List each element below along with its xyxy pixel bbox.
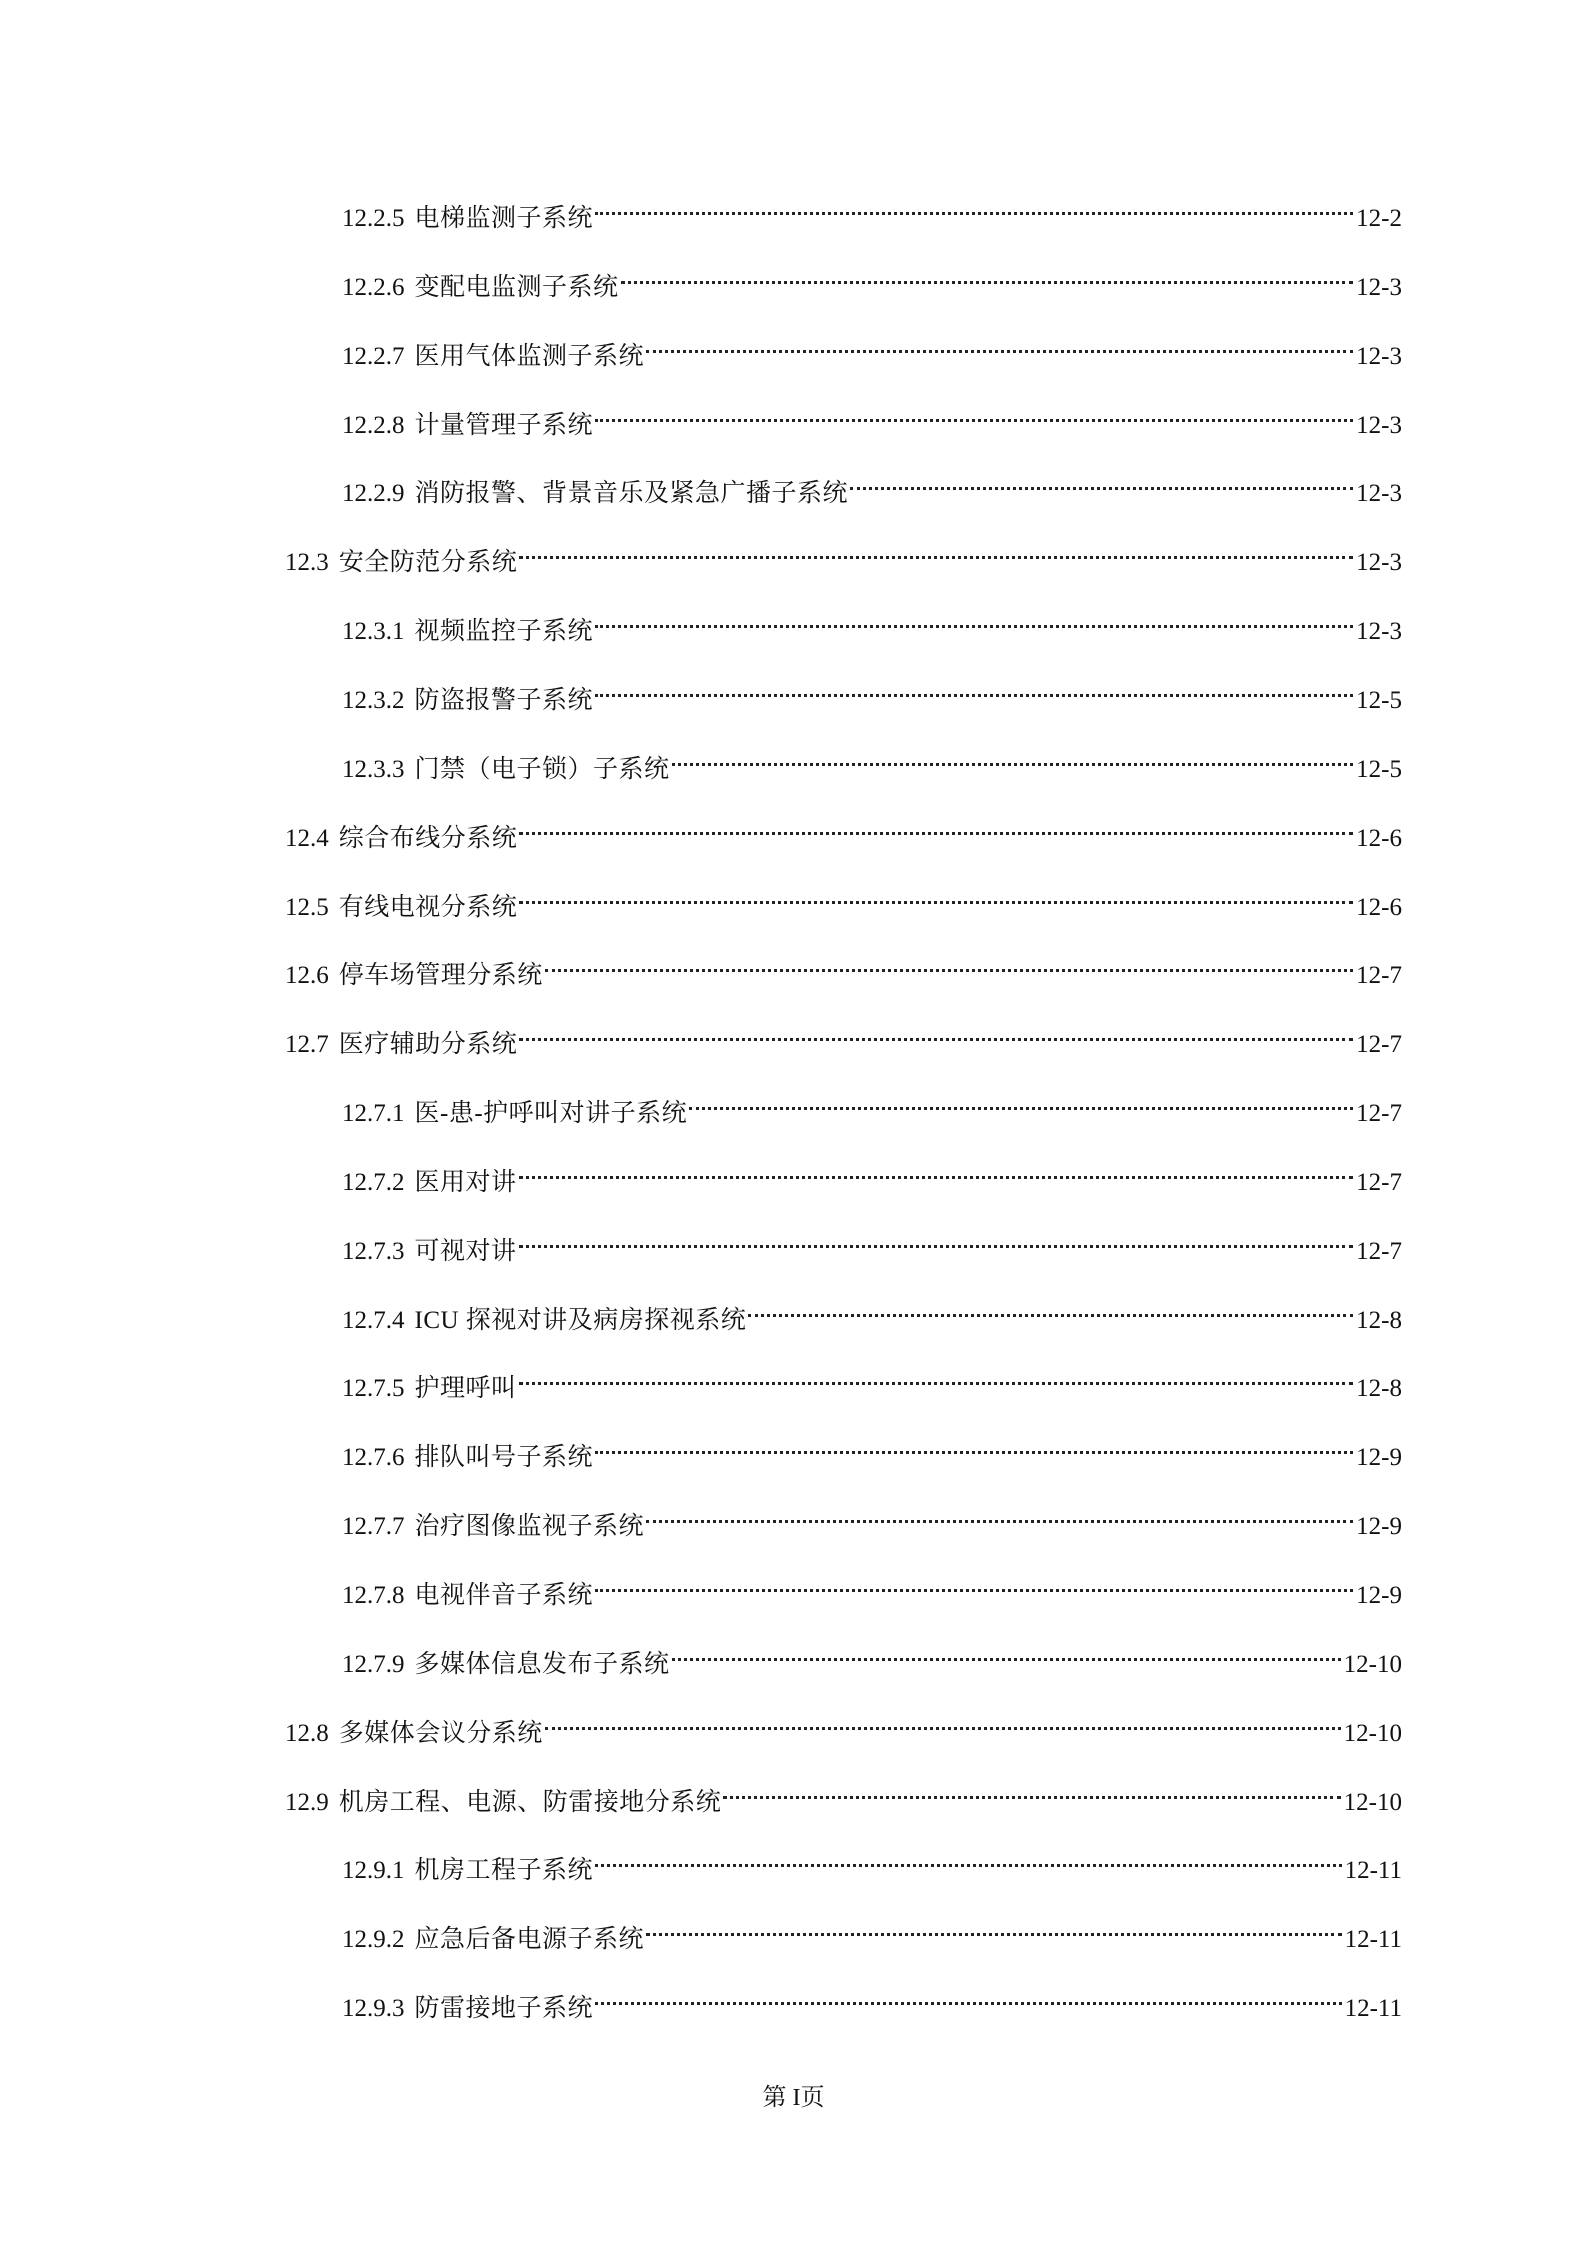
toc-entry-number: 12.7.6 bbox=[342, 1444, 405, 1472]
toc-dot-leader bbox=[519, 875, 1353, 915]
toc-entry-page: 12-6 bbox=[1356, 893, 1402, 921]
toc-entry[interactable] bbox=[342, 1150, 1402, 1196]
toc-entry-number: 12.2.9 bbox=[342, 480, 405, 508]
toc-entry[interactable] bbox=[285, 530, 1402, 577]
toc-entry-number: 12.3.3 bbox=[342, 755, 405, 783]
toc-dot-leader bbox=[595, 1838, 1342, 1878]
toc-entry-number: 12.9 bbox=[285, 1788, 329, 1816]
toc-dot-leader bbox=[646, 324, 1353, 364]
toc-entry-page: 12-3 bbox=[1356, 549, 1402, 577]
toc-entry[interactable] bbox=[342, 1219, 1402, 1265]
toc-dot-leader bbox=[646, 1494, 1353, 1534]
toc-entry-title: 消防报警、背景音乐及紧急广播子系统 bbox=[414, 480, 849, 508]
toc-dot-leader bbox=[646, 1907, 1342, 1947]
toc-entry-number: 12.4 bbox=[285, 824, 329, 852]
toc-entry[interactable] bbox=[285, 943, 1402, 990]
toc-entry-title: 护理呼叫 bbox=[414, 1375, 517, 1403]
toc-dot-leader bbox=[545, 1701, 1341, 1741]
toc-entry-page: 12-5 bbox=[1356, 755, 1402, 783]
toc-entry[interactable] bbox=[342, 1288, 1402, 1334]
toc-entry-title: ICU 探视对讲及病房探视系统 bbox=[414, 1306, 747, 1334]
toc-entry-title: 排队叫号子系统 bbox=[414, 1444, 594, 1472]
toc-entry-title: 医-患-护呼叫对讲子系统 bbox=[414, 1100, 688, 1128]
toc-entry[interactable] bbox=[342, 1494, 1402, 1541]
toc-entry-title: 医用对讲 bbox=[414, 1168, 517, 1196]
toc-entry[interactable] bbox=[285, 806, 1402, 852]
toc-entry[interactable] bbox=[342, 1081, 1402, 1128]
toc-entry-page: 12-7 bbox=[1356, 1168, 1402, 1196]
toc-dot-leader bbox=[519, 1012, 1353, 1052]
toc-entry-title: 电梯监测子系统 bbox=[414, 205, 594, 232]
toc-entry-title: 医用气体监测子系统 bbox=[414, 342, 645, 370]
toc-entry-page: 12-11 bbox=[1344, 1857, 1402, 1885]
toc-dot-leader bbox=[519, 1356, 1354, 1396]
toc-entry-title: 机房工程子系统 bbox=[414, 1857, 594, 1885]
toc-entry-number: 12.8 bbox=[285, 1719, 329, 1747]
toc-entry[interactable] bbox=[285, 875, 1402, 921]
toc-entry[interactable] bbox=[342, 668, 1402, 714]
toc-dot-leader bbox=[595, 599, 1353, 639]
toc-entry-page: 12-7 bbox=[1356, 962, 1402, 990]
toc-entry-page: 12-3 bbox=[1356, 273, 1402, 301]
toc-entry-number: 12.2.7 bbox=[342, 342, 405, 370]
toc-entry-page: 12-9 bbox=[1356, 1513, 1402, 1541]
toc-entry-number: 12.5 bbox=[285, 893, 329, 921]
toc-entry-page: 12-10 bbox=[1343, 1650, 1402, 1678]
toc-entry-number: 12.7.8 bbox=[342, 1582, 405, 1609]
toc-entry-number: 12.7.2 bbox=[342, 1168, 405, 1196]
toc-entry[interactable] bbox=[342, 393, 1402, 439]
toc-dot-leader bbox=[621, 255, 1354, 295]
toc-dot-leader bbox=[723, 1770, 1340, 1810]
toc-dot-leader bbox=[595, 393, 1353, 433]
toc-dot-leader bbox=[519, 806, 1353, 846]
toc-entry-title: 计量管理子系统 bbox=[414, 411, 594, 439]
toc-entry-page: 12-5 bbox=[1356, 686, 1402, 714]
toc-entry-page: 12-7 bbox=[1356, 1237, 1402, 1265]
toc-dot-leader bbox=[748, 1288, 1353, 1328]
toc-dot-leader bbox=[519, 1219, 1354, 1259]
toc-dot-leader bbox=[519, 1150, 1354, 1190]
toc-dot-leader bbox=[672, 1632, 1341, 1672]
toc-entry-title: 门禁（电子锁）子系统 bbox=[414, 755, 670, 783]
toc-entry-number: 12.2.8 bbox=[342, 411, 405, 439]
toc-entry-title: 多媒体会议分系统 bbox=[338, 1719, 543, 1747]
toc-dot-leader bbox=[595, 1563, 1353, 1603]
toc-entry-title: 医疗辅助分系统 bbox=[338, 1031, 518, 1059]
toc-entry-title: 电视伴音子系统 bbox=[414, 1582, 594, 1609]
toc-entry-page: 12-11 bbox=[1344, 1995, 1402, 2023]
toc-entry-title: 可视对讲 bbox=[414, 1237, 517, 1265]
toc-entry[interactable] bbox=[342, 1356, 1402, 1403]
toc-entry-page: 12-6 bbox=[1356, 824, 1402, 852]
toc-entry-page: 12-9 bbox=[1356, 1444, 1402, 1472]
toc-entry-page: 12-3 bbox=[1356, 411, 1402, 439]
toc-entry[interactable] bbox=[342, 1907, 1402, 1954]
toc-dot-leader bbox=[672, 737, 1354, 777]
toc-entry[interactable] bbox=[342, 186, 1402, 232]
toc-entry-title: 防雷接地子系统 bbox=[414, 1995, 594, 2023]
toc-entry[interactable] bbox=[342, 1976, 1402, 2023]
toc-entry-title: 应急后备电源子系统 bbox=[414, 1926, 645, 1954]
toc-entry[interactable] bbox=[342, 737, 1402, 783]
page-footer bbox=[0, 2077, 1587, 2112]
toc-entry-title: 安全防范分系统 bbox=[338, 549, 518, 577]
toc-dot-leader bbox=[595, 1976, 1342, 2016]
toc-entry-title: 综合布线分系统 bbox=[338, 824, 518, 852]
toc-entry-number: 12.9.2 bbox=[342, 1926, 405, 1954]
toc-entry-page: 12-2 bbox=[1356, 205, 1402, 232]
toc-entry-page: 12-7 bbox=[1356, 1031, 1402, 1059]
toc-entry-title: 治疗图像监视子系统 bbox=[414, 1513, 645, 1541]
toc-entry-page: 12-7 bbox=[1356, 1100, 1402, 1128]
toc-entry[interactable] bbox=[342, 461, 1402, 508]
toc-entry-page: 12-11 bbox=[1344, 1926, 1402, 1954]
toc-entry[interactable] bbox=[342, 255, 1402, 301]
toc-entry[interactable] bbox=[342, 1632, 1402, 1678]
toc-entry-number: 12.9.1 bbox=[342, 1857, 405, 1885]
toc-entry-number: 12.9.3 bbox=[342, 1995, 405, 2023]
toc-entry-title: 防盗报警子系统 bbox=[414, 686, 594, 714]
toc-entry-title: 变配电监测子系统 bbox=[414, 273, 619, 301]
toc-entry-page: 12-8 bbox=[1356, 1306, 1402, 1334]
toc-entry-number: 12.3.1 bbox=[342, 618, 405, 646]
toc-entry[interactable] bbox=[342, 1425, 1402, 1472]
toc-entry-title: 机房工程、电源、防雷接地分系统 bbox=[338, 1788, 722, 1816]
toc-dot-leader bbox=[545, 943, 1353, 983]
toc-entry[interactable] bbox=[342, 324, 1402, 370]
toc-entry[interactable] bbox=[342, 599, 1402, 646]
toc-entry-number: 12.7.1 bbox=[342, 1100, 405, 1128]
toc-entry-page: 12-3 bbox=[1356, 342, 1402, 370]
toc-entry-page: 12-3 bbox=[1356, 480, 1402, 508]
toc-entry-number: 12.7.3 bbox=[342, 1237, 405, 1265]
toc-entry-number: 12.3 bbox=[285, 549, 329, 577]
toc-entry-title: 停车场管理分系统 bbox=[338, 962, 543, 990]
toc-entry[interactable] bbox=[285, 1770, 1402, 1816]
toc-entry-number: 12.7 bbox=[285, 1031, 329, 1059]
toc-entry-title: 视频监控子系统 bbox=[414, 618, 594, 646]
toc-entry-number: 12.3.2 bbox=[342, 686, 405, 714]
toc-dot-leader bbox=[595, 668, 1353, 708]
toc-entry-number: 12.7.7 bbox=[342, 1513, 405, 1541]
toc-entry-page: 12-8 bbox=[1356, 1375, 1402, 1403]
toc-entry-page: 12-10 bbox=[1343, 1788, 1402, 1816]
toc-entry-number: 12.2.5 bbox=[342, 205, 405, 232]
toc-entry-number: 12.2.6 bbox=[342, 273, 405, 301]
toc-entry-number: 12.7.5 bbox=[342, 1375, 405, 1403]
toc-dot-leader bbox=[595, 186, 1353, 226]
toc-entry[interactable] bbox=[285, 1701, 1402, 1747]
toc-dot-leader bbox=[689, 1081, 1353, 1121]
toc-entry[interactable] bbox=[285, 1012, 1402, 1059]
toc-entry-page: 12-10 bbox=[1343, 1719, 1402, 1747]
page-number-label: 第 I页 bbox=[762, 2085, 825, 2111]
toc-entry-number: 12.7.9 bbox=[342, 1650, 405, 1678]
toc-dot-leader bbox=[519, 530, 1353, 570]
toc-entry[interactable] bbox=[342, 1838, 1402, 1885]
toc-entry-title: 多媒体信息发布子系统 bbox=[414, 1650, 670, 1678]
toc-dot-leader bbox=[850, 461, 1353, 501]
toc-entry-title: 有线电视分系统 bbox=[338, 893, 518, 921]
toc-entry-number: 12.7.4 bbox=[342, 1306, 405, 1334]
toc-dot-leader bbox=[595, 1425, 1353, 1465]
toc-entry[interactable] bbox=[342, 1563, 1402, 1609]
toc-entry-page: 12-9 bbox=[1356, 1582, 1402, 1609]
toc-entry-number: 12.6 bbox=[285, 962, 329, 990]
toc-entry-page: 12-3 bbox=[1356, 618, 1402, 646]
